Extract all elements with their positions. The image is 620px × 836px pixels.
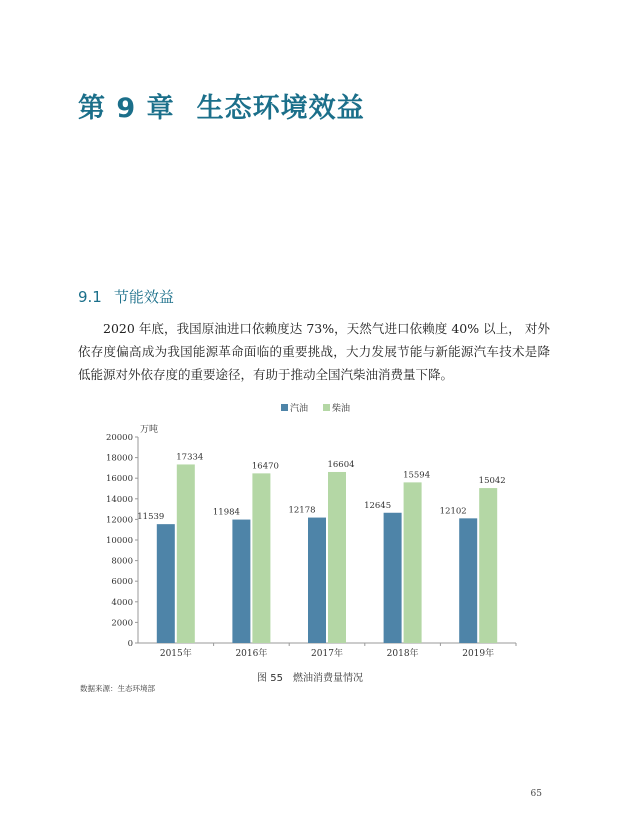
bar-data-label: 11539: [137, 512, 165, 523]
y-tick-label: 4000: [111, 597, 133, 608]
y-tick-label: 16000: [105, 474, 133, 485]
data-source: 数据来源：生态环境部: [80, 684, 155, 693]
bar-data-label: 11984: [212, 507, 240, 518]
y-tick-label: 12000: [105, 515, 133, 526]
bar-gasoline: [232, 520, 250, 643]
legend-label-2: 柴油: [332, 404, 351, 414]
y-tick-label: 0: [127, 639, 133, 649]
section-number: 9.1: [78, 288, 102, 306]
y-tick-label: 18000: [105, 453, 133, 464]
figure-caption: 图 55 燃油消费量情况: [257, 673, 363, 684]
x-tick-label: 2018年: [386, 649, 419, 659]
y-tick-label: 8000: [111, 556, 133, 567]
chapter-name: 生态环境效益: [196, 93, 365, 124]
bar-diesel: [177, 464, 195, 643]
bar-data-label: 16604: [327, 459, 355, 470]
bar-data-label: 15042: [478, 476, 506, 487]
bar-gasoline: [384, 513, 402, 643]
y-tick-label: 14000: [105, 494, 133, 505]
chapter-number: 第 9 章: [78, 93, 175, 124]
x-tick-label: 2017年: [311, 649, 343, 659]
bar-data-label: 12178: [288, 505, 316, 516]
bar-data-label: 17334: [176, 452, 204, 463]
legend-label-1: 汽油: [290, 404, 309, 414]
x-tick-label: 2019年: [462, 649, 495, 659]
y-tick-label: 2000: [111, 618, 133, 629]
x-tick-label: 2015年: [159, 649, 192, 659]
body-paragraph: 2020 年底，我国原油进口依赖度达 73%，天然气进口依赖度 40% 以上， 对外依存度偏高成为我国能源革命面临的重要挑战，大力发展节能与新能源汽车技术是降低能源对外依存度的重要途径，有助于推动全国汽柴油消费量下降。: [78, 321, 550, 382]
bar-gasoline: [157, 524, 175, 643]
bar-gasoline: [459, 518, 477, 643]
bar-data-label: 16470: [251, 461, 279, 472]
legend-swatch-2: [323, 404, 330, 411]
bar-data-label: 12102: [439, 506, 467, 517]
bar-diesel: [328, 472, 346, 643]
page-number: 65: [530, 789, 542, 799]
x-tick-label: 2016年: [235, 649, 268, 659]
section-name: 节能效益: [113, 288, 174, 306]
bar-diesel: [479, 488, 497, 643]
bar-diesel: [404, 482, 422, 643]
bar-gasoline: [308, 518, 326, 643]
y-tick-label: 20000: [105, 433, 133, 443]
y-unit-label: 万吨: [140, 425, 159, 435]
legend-swatch-1: [281, 404, 288, 411]
bar-diesel: [252, 473, 270, 643]
y-tick-label: 6000: [111, 577, 133, 588]
bar-data-label: 12645: [364, 500, 392, 511]
bar-data-label: 15594: [403, 470, 431, 481]
y-tick-label: 10000: [105, 536, 133, 546]
